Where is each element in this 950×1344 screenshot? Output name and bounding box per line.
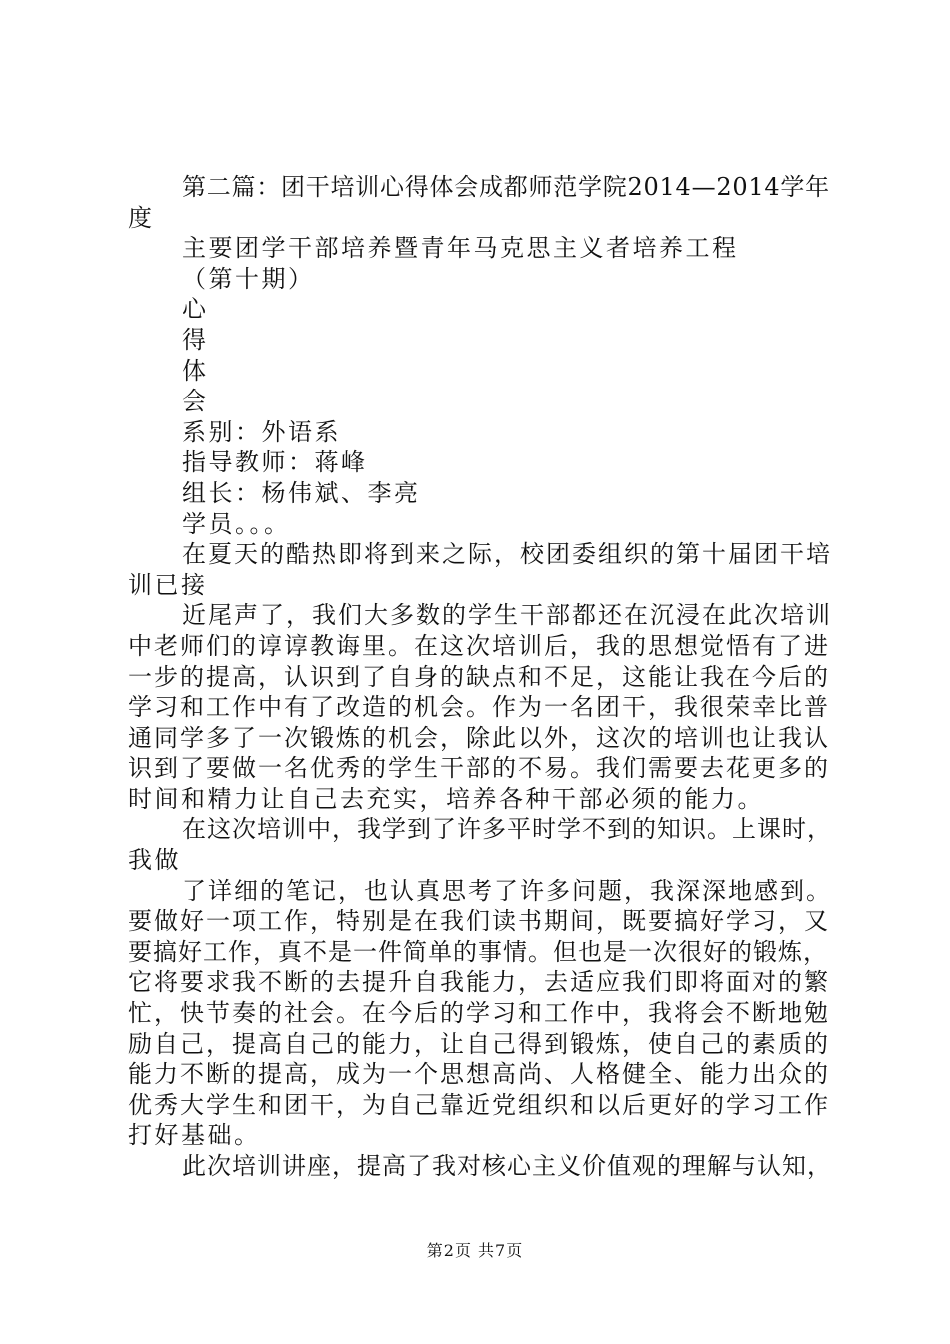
text-line: 优秀大学生和团干，为自己靠近党组织和以后更好的学习工作 <box>128 1090 830 1119</box>
text-line: 要做好一项工作，特别是在我们读书期间，既要搞好学习，又 <box>128 907 830 936</box>
text-line: 识到了要做一名优秀的学生干部的不易。我们需要去花更多的 <box>128 754 830 783</box>
text-line: 此次培训讲座，提高了我对核心主义价值观的理解与认知， <box>182 1152 832 1180</box>
text-line: 度 <box>128 203 155 232</box>
text-line: 学员。。。 <box>182 509 291 538</box>
text-line: 近尾声了，我们大多数的学生干部都还在沉浸在此次培训 <box>182 601 832 630</box>
document-body <box>128 172 834 1182</box>
text-line: 心 <box>182 295 209 324</box>
text-line: 主要团学干部培养暨青年马克思主义者培养工程 <box>182 234 739 263</box>
text-line: 一步的提高，认识到了自身的缺点和不足，这能让我在今后的 <box>128 662 830 691</box>
text-line: 组长：杨伟斌、李亮 <box>182 478 421 507</box>
text-line: 训已接 <box>128 570 208 599</box>
page-footer <box>0 1238 950 1261</box>
text-line: 体 <box>182 356 209 385</box>
text-line: 我做 <box>128 846 181 875</box>
text-line: （第十期） <box>182 264 315 293</box>
text-line: 通同学多了一次锻炼的机会，除此以外，这次的培训也让我认 <box>128 723 830 752</box>
text-line: 它将要求我不断的去提升自我能力，去适应我们即将面对的繁 <box>128 968 830 997</box>
text-line: 指导教师：蒋峰 <box>182 448 368 477</box>
text-line: 得 <box>182 325 209 354</box>
text-line: 时间和精力让自己去充实，培养各种干部必须的能力。 <box>128 784 764 813</box>
text-line: 要搞好工作，真不是一件简单的事情。但也是一次很好的锻炼， <box>128 937 828 966</box>
page-number-label: 第2页 共7页 <box>426 1241 524 1260</box>
text-line: 能力不断的提高，成为一个思想高尚、人格健全、能力出众的 <box>128 1060 830 1089</box>
text-line: 在夏天的酷热即将到来之际，校团委组织的第十届团干培 <box>182 540 832 569</box>
text-line: 学习和工作中有了改造的机会。作为一名团干，我很荣幸比普 <box>128 693 830 722</box>
text-line: 励自己，提高自己的能力，让自己得到锻炼，使自己的素质的 <box>128 1029 830 1058</box>
text-line: 打好基础。 <box>128 1121 261 1150</box>
text-line: 中老师们的谆谆教诲里。在这次培训后，我的思想觉悟有了进 <box>128 631 830 660</box>
text-line: 系别：外语系 <box>182 417 341 446</box>
text-line: 了详细的笔记，也认真思考了许多问题，我深深地感到。 <box>182 876 832 905</box>
text-line: 会 <box>182 387 209 416</box>
text-line: 忙，快节奏的社会。在今后的学习和工作中，我将会不断地勉 <box>128 999 830 1028</box>
text-line: 在这次培训中，我学到了许多平时学不到的知识。上课时， <box>182 815 832 844</box>
text-line: 第二篇：团干培训心得体会成都师范学院2014—2014学年 <box>182 173 830 201</box>
